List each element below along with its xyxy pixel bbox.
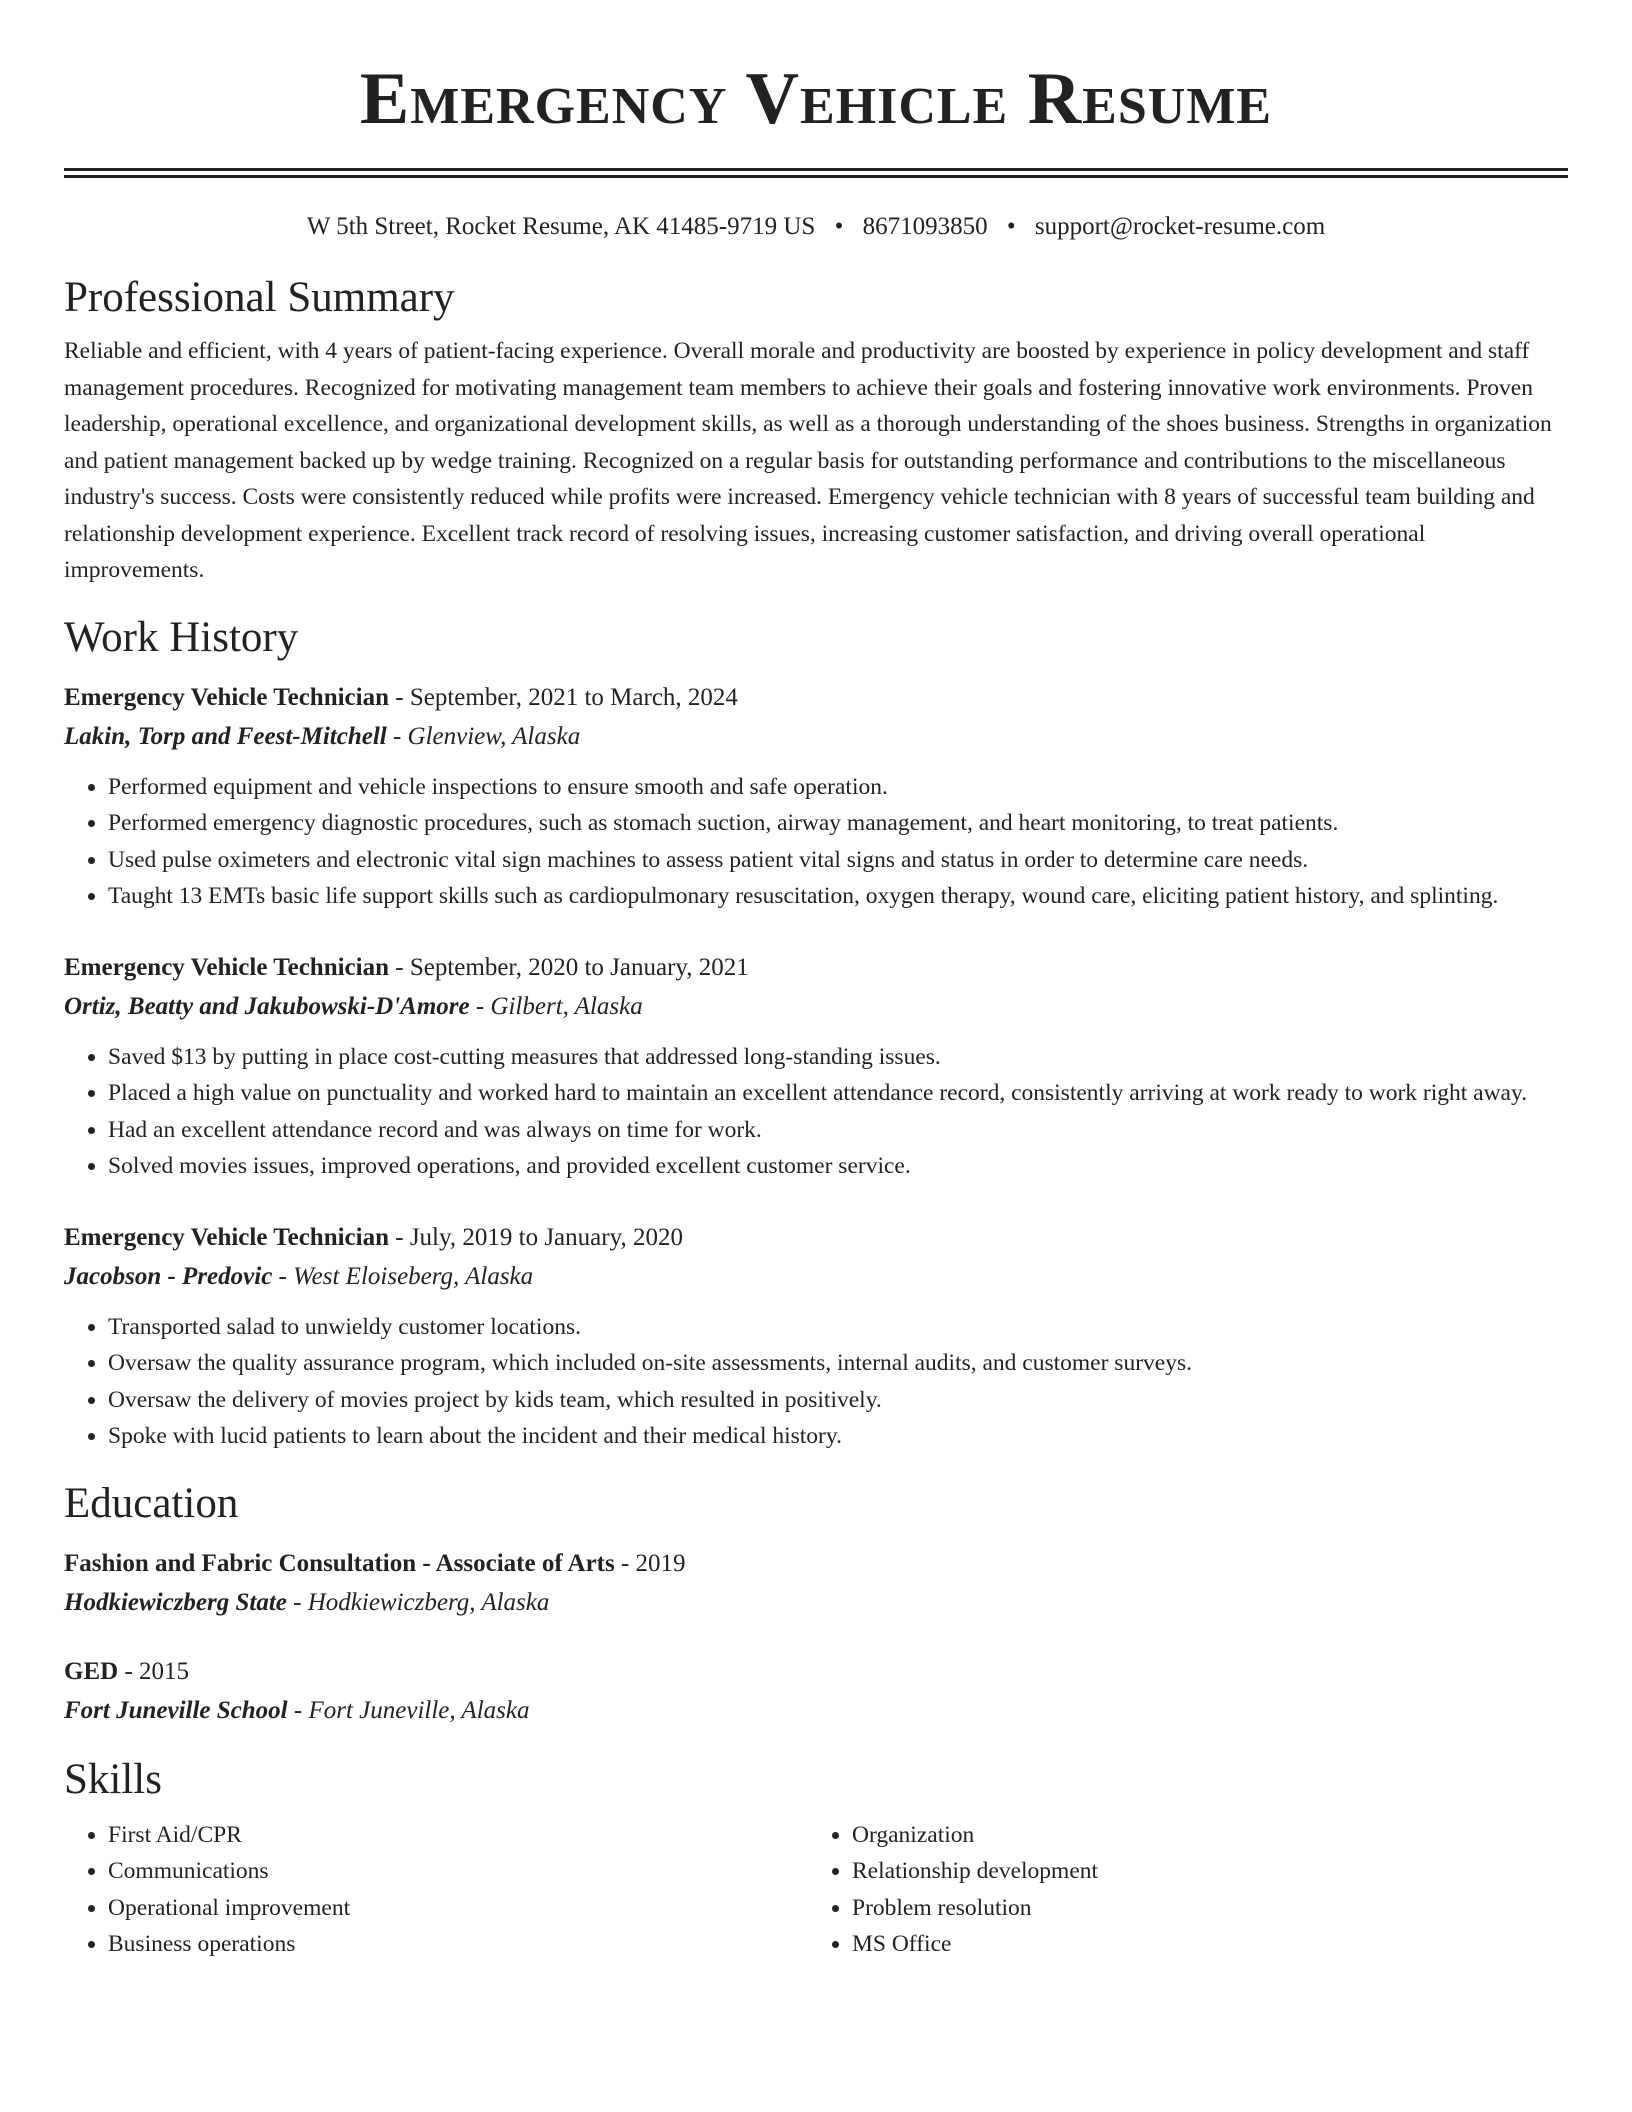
skills-heading: Skills bbox=[64, 1755, 162, 1803]
skills-left-column bbox=[64, 1817, 808, 1963]
list-item: • Solved movies issues, improved operations, and provided excellent customer service. bbox=[108, 1148, 1568, 1185]
education-school: Fort Juneville School bbox=[64, 1696, 288, 1724]
list-item: • Oversaw the delivery of movies project by kids team, which resulted in positively. bbox=[108, 1382, 1568, 1419]
job-entry bbox=[64, 679, 1568, 915]
education-degree-line bbox=[64, 1653, 1568, 1691]
job-dates: - September, 2020 to January, 2021 bbox=[389, 953, 749, 981]
list-item: • Oversaw the quality assurance program, which included on-site assessments, internal audits, and customer surveys. bbox=[108, 1345, 1568, 1382]
education-heading: Education bbox=[64, 1479, 239, 1527]
list-item: • Used pulse oximeters and electronic vital sign machines to assess patient vital signs and status in order to determine care needs. bbox=[108, 842, 1568, 879]
education-degree: Fashion and Fabric Consultation - Associate of Arts bbox=[64, 1549, 615, 1577]
education-school-line bbox=[64, 1691, 1568, 1731]
education-school: Hodkiewiczberg State bbox=[64, 1588, 287, 1616]
skills-right-column bbox=[808, 1817, 1502, 1963]
education-degree-line bbox=[64, 1545, 1568, 1583]
skill-item: • Business operations bbox=[108, 1926, 808, 1963]
skill-item: • Communications bbox=[108, 1853, 808, 1890]
skill-item: • First Aid/CPR bbox=[108, 1817, 808, 1854]
skills-columns bbox=[64, 1817, 1568, 1963]
job-company-line bbox=[64, 987, 1568, 1027]
education-location: - Fort Juneville, Alaska bbox=[287, 1696, 530, 1724]
education-degree: GED bbox=[64, 1657, 119, 1685]
skill-item: • Problem resolution bbox=[852, 1890, 1502, 1927]
summary-heading: Professional Summary bbox=[64, 274, 455, 321]
job-location: - Gilbert, Alaska bbox=[469, 992, 643, 1020]
job-title-line bbox=[64, 679, 1568, 717]
contact-separator: • bbox=[1006, 213, 1016, 240]
job-entry bbox=[64, 1219, 1568, 1455]
skill-item: • Organization bbox=[852, 1817, 1502, 1854]
contact-separator: • bbox=[834, 213, 844, 240]
summary-text: Reliable and efficient, with 4 years of patient-facing experience. Overall morale and productivity are boosted by experience in policy development and staff management procedures. Recognized for motivating management team members to achieve their goals and fostering innovative work environments. Proven leadership, operational excellence, and organizational development skills, as well as a thorough understanding of the shoes business. Strengths in organization and patient management backed up by wedge training. Recognized on a regular basis for outstanding performance and contributions to the miscellaneous industry's success. Costs were consistently reduced while profits were increased. Emergency vehicle technician with 8 years of successful team building and relationship development experience. Excellent track record of resolving issues, increasing customer satisfaction, and driving overall operational improvements. bbox=[64, 338, 1552, 583]
education-school-line bbox=[64, 1583, 1568, 1623]
list-item: • Saved $13 by putting in place cost-cutting measures that addressed long-standing issues. bbox=[108, 1039, 1568, 1076]
list-item: • Transported salad to unwieldy customer locations. bbox=[108, 1309, 1568, 1346]
list-item: • Performed emergency diagnostic procedures, such as stomach suction, airway management, and heart monitoring, to treat patients. bbox=[108, 805, 1568, 842]
job-title: Emergency Vehicle Technician bbox=[64, 953, 389, 981]
list-item: • Placed a high value on punctuality and worked hard to maintain an excellent attendance record, consistently arriving at work ready to work right away. bbox=[108, 1075, 1568, 1112]
job-title: Emergency Vehicle Technician bbox=[64, 1223, 389, 1251]
skill-item: • MS Office bbox=[852, 1926, 1502, 1963]
work-history-heading: Work History bbox=[64, 613, 299, 661]
job-location: - Glenview, Alaska bbox=[386, 722, 581, 750]
education-entry bbox=[64, 1653, 1568, 1731]
education-year: - 2019 bbox=[614, 1549, 686, 1577]
education-entry bbox=[64, 1545, 1568, 1623]
job-entry bbox=[64, 949, 1568, 1185]
contact-line bbox=[64, 211, 1568, 243]
job-company-line bbox=[64, 1257, 1568, 1297]
job-company-line bbox=[64, 717, 1568, 757]
title-double-rule bbox=[64, 168, 1568, 178]
contact-phone: 8671093850 bbox=[862, 213, 988, 240]
job-title-line bbox=[64, 949, 1568, 987]
list-item: • Spoke with lucid patients to learn about the incident and their medical history. bbox=[108, 1418, 1568, 1455]
job-company: Ortiz, Beatty and Jakubowski-D'Amore bbox=[64, 992, 470, 1020]
job-dates: - September, 2021 to March, 2024 bbox=[389, 683, 738, 711]
job-company: Jacobson - Predovic bbox=[64, 1262, 273, 1290]
skill-item: • Relationship development bbox=[852, 1853, 1502, 1890]
contact-address: W 5th Street, Rocket Resume, AK 41485-9719 US bbox=[306, 213, 816, 240]
resume-title: Emergency Vehicle Resume bbox=[359, 58, 1273, 140]
education-year: - 2015 bbox=[118, 1657, 190, 1685]
list-item: • Taught 13 EMTs basic life support skills such as cardiopulmonary resuscitation, oxygen therapy, wound care, eliciting patient history, and splinting. bbox=[108, 878, 1568, 915]
list-item: • Had an excellent attendance record and was always on time for work. bbox=[108, 1112, 1568, 1149]
job-bullets bbox=[64, 1039, 1568, 1185]
job-bullets bbox=[64, 1309, 1568, 1455]
job-location: - West Eloiseberg, Alaska bbox=[272, 1262, 534, 1290]
job-title: Emergency Vehicle Technician bbox=[64, 683, 389, 711]
job-company: Lakin, Torp and Feest-Mitchell bbox=[64, 722, 387, 750]
job-dates: - July, 2019 to January, 2020 bbox=[389, 1223, 683, 1251]
job-bullets bbox=[64, 769, 1568, 915]
contact-email: support@rocket-resume.com bbox=[1034, 213, 1326, 240]
list-item: • Performed equipment and vehicle inspections to ensure smooth and safe operation. bbox=[108, 769, 1568, 806]
education-location: - Hodkiewiczberg, Alaska bbox=[286, 1588, 550, 1616]
job-title-line bbox=[64, 1219, 1568, 1257]
skill-item: • Operational improvement bbox=[108, 1890, 808, 1927]
